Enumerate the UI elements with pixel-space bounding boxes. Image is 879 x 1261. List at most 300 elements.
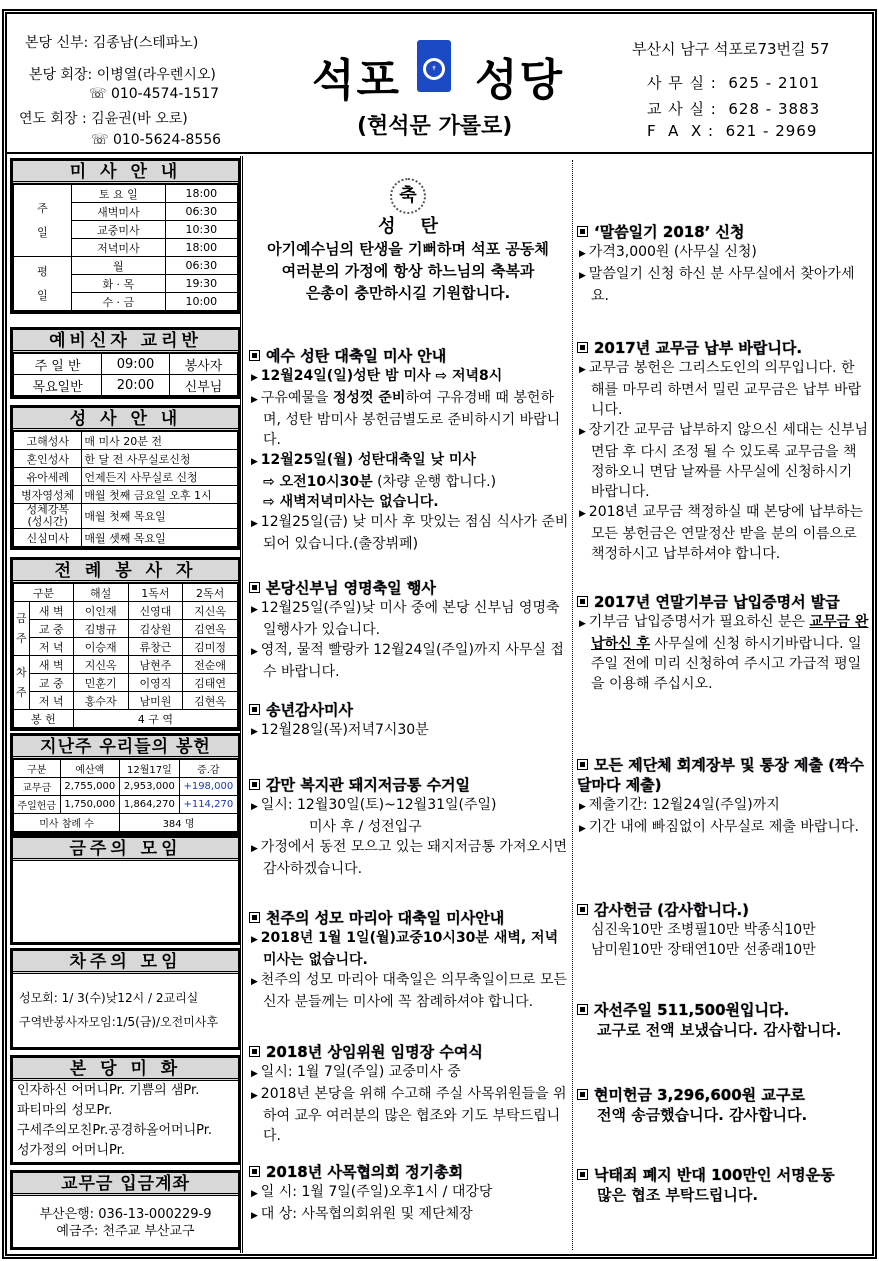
celebration-badge-icon: 축 (390, 178, 426, 214)
notice-text: 영적, 물적 빨랑카 12월24일(주일)까지 사무실 접수 바랍니다. (260, 642, 564, 680)
square-bullet-icon (577, 1089, 588, 1100)
notice-title (577, 900, 869, 920)
square-bullet-icon (249, 704, 260, 715)
sacrament-cell: 신심미사 (14, 529, 82, 547)
notice-text: 교무금 완납하신 후 (591, 614, 869, 652)
mass-name: 화 · 목 (72, 275, 166, 293)
notice-title-text: 2018년 사목협의회 정기총회 (266, 1163, 464, 1181)
mass-name: 수 · 금 (72, 293, 166, 311)
offerings-header (14, 760, 238, 778)
notice-item (249, 817, 569, 837)
notice-right-6 (577, 1085, 869, 1125)
servers-row (14, 674, 238, 692)
next-week-meetings (10, 948, 241, 1050)
servers-cell: 김현옥 (183, 692, 238, 710)
notice-title-text: 송년감사미사 (266, 701, 353, 719)
triangle-bullet-icon: ▶ (251, 1069, 261, 1079)
notice-item (249, 1062, 569, 1084)
square-bullet-icon (249, 1046, 260, 1057)
triangle-bullet-icon: ▶ (251, 935, 261, 945)
greeting-line: 여러분의 가정에 항상 하느님의 축복과 (281, 262, 535, 280)
notice-text: 전액 송금했습니다. 감사합니다. (597, 1106, 808, 1124)
notice-item (577, 612, 869, 694)
notice-text: 일 시: 1월 7일(주일)오후1시 / 대강당 (260, 1184, 493, 1200)
catechumen-row (14, 354, 238, 375)
notice-text: 미사 후 / 성전입구 (309, 819, 422, 835)
mass-name: 저녁미사 (72, 239, 166, 257)
pastor: 본당 신부: 김종남(스테파노) (25, 35, 199, 51)
triangle-bullet-icon: ▶ (579, 249, 589, 259)
catechumen-title: 예비신자 교리반 (13, 330, 238, 353)
offerings-cell: 교무금 (14, 778, 61, 796)
notice-middle-1 (249, 578, 569, 682)
servers-cell: 저 녁 (29, 692, 73, 710)
notice-item (577, 920, 869, 940)
offering-value: 4 구 역 (73, 710, 237, 728)
servers-cell: 지신옥 (73, 656, 128, 674)
servers-cell: 새 벽 (29, 602, 73, 620)
sacrament-row (14, 432, 238, 450)
servers-cell: 교 중 (29, 620, 73, 638)
triangle-bullet-icon: ▶ (251, 727, 261, 737)
president: 본당 회장: 이병열(라우렌시오) (29, 67, 216, 83)
altar-flowers (10, 1055, 241, 1165)
triangle-bullet-icon: ▶ (579, 509, 589, 519)
sacraments-table (13, 431, 238, 547)
notice-title-text: 2018년 상임위원 임명장 수여식 (266, 1043, 483, 1061)
notice-item (577, 1185, 869, 1205)
notice-item (249, 928, 569, 970)
notice-text: ⇨ 오전10시30분 (263, 474, 373, 490)
notice-middle-6 (249, 1162, 569, 1226)
liturgy-servers (10, 557, 241, 731)
notice-item (249, 1204, 569, 1226)
notice-item (577, 242, 869, 264)
notice-right-5 (577, 1000, 869, 1040)
notice-middle-4 (249, 908, 569, 1012)
triangle-bullet-icon: ▶ (251, 457, 261, 467)
notice-item (249, 640, 569, 682)
triangle-bullet-icon: ▶ (251, 647, 261, 657)
catechumen-table (13, 353, 238, 396)
notice-text: 기간 내에 빠짐없이 사무실로 제출 바랍니다. (588, 819, 859, 835)
notice-item (577, 420, 869, 502)
notice-item (249, 720, 569, 742)
notice-title-text: 감사헌금 (감사합니다.) (594, 901, 750, 919)
sacrament-cell: 혼인성사 (14, 450, 82, 468)
notice-title (577, 592, 869, 612)
mass-name: 교중미사 (72, 221, 166, 239)
square-bullet-icon (249, 350, 260, 361)
mass-time: 06:30 (165, 257, 237, 275)
notice-item (249, 450, 569, 472)
account-holder: 예금주: 천주교 부산교구 (56, 1224, 195, 1239)
contact-value: 628 - 3883 (728, 100, 821, 118)
offerings-cell: +198,000 (179, 778, 237, 796)
meeting-item: 성모회: 1/ 3(수)낮12시 / 2교리실 (19, 991, 199, 1005)
notice-right-4 (577, 900, 869, 960)
notice-title-text: 천주의 성모 마리아 대축일 미사안내 (266, 909, 505, 927)
next-week-title: 차주의 모임 (13, 951, 238, 974)
triangle-bullet-icon: ▶ (579, 802, 589, 812)
servers-head-cell: 구분 (14, 584, 74, 602)
square-bullet-icon (249, 912, 260, 923)
servers-cell: 새 벽 (29, 656, 73, 674)
notice-item (249, 837, 569, 879)
christmas-greeting (248, 178, 568, 304)
notice-right-7 (577, 1165, 869, 1205)
notice-text: 제출기간: 12월24일(주일)까지 (588, 797, 780, 813)
catechumen-cell: 20:00 (102, 375, 170, 396)
sacrament-cell: 한 달 전 사무실로신청 (82, 450, 238, 468)
servers-cell: 김상원 (128, 620, 183, 638)
mass-time: 10:00 (165, 293, 237, 311)
servers-row (14, 638, 238, 656)
offerings-row (14, 778, 238, 796)
triangle-bullet-icon: ▶ (251, 977, 261, 987)
sacrament-cell: 유아세례 (14, 468, 82, 486)
contact-office (647, 72, 820, 93)
notice-title-text: 본당신부님 영명축일 행사 (266, 579, 436, 597)
catechumen-class (10, 327, 241, 399)
triangle-bullet-icon: ▶ (251, 605, 261, 615)
sacraments (10, 405, 241, 550)
notice-text: 장기간 교무금 납부하지 않으신 세대는 신부님 면담 후 다시 조정 될 수 있도록 교무금을 책정하오니 면담 날짜를 사무실에 신청하시기 바랍니다. (588, 422, 869, 500)
mass-time: 10:30 (165, 221, 237, 239)
servers-table (13, 583, 238, 728)
notice-text: 정성껏 준비 (332, 390, 406, 406)
flower-item: 구세주의모친Pr.공경하올어머니Pr. (17, 1123, 213, 1138)
contact-label: F A X : (647, 122, 715, 140)
sacrament-row (14, 450, 238, 468)
notice-title (577, 755, 869, 795)
address: 부산시 남구 석포로73번길 57 (632, 40, 830, 58)
notice-text: 일시: 1월 7일(주일) 교중미사 중 (260, 1064, 461, 1080)
notice-text: 12월28일(목)저녁7시30분 (260, 722, 429, 738)
triangle-bullet-icon: ▶ (579, 271, 589, 281)
sacrament-cell: 고해성사 (14, 432, 82, 450)
mass-row (14, 257, 238, 275)
sacrament-row (14, 468, 238, 486)
servers-offering-row (14, 710, 238, 728)
triangle-bullet-icon: ▶ (251, 844, 261, 854)
servers-cell: 신영대 (128, 602, 183, 620)
notice-item (249, 388, 569, 450)
mass-title: 미 사 안 내 (13, 161, 238, 184)
greeting-line: 은총이 충만하시길 기원합니다. (305, 284, 511, 302)
contact-fax (647, 122, 817, 140)
notice-item (249, 366, 569, 388)
servers-cell: 김미정 (183, 638, 238, 656)
bank-account: 부산은행: 036-13-000229-9 (39, 1207, 212, 1222)
notice-item (249, 492, 569, 512)
triangle-bullet-icon: ▶ (579, 619, 589, 629)
catechumen-cell: 09:00 (102, 354, 170, 375)
flower-item: 파티마의 성모Pr. (17, 1103, 113, 1118)
flower-item: 성가정의 어머니Pr. (17, 1143, 125, 1158)
notice-item (577, 817, 869, 839)
mass-name: 월 (72, 257, 166, 275)
sacrament-cell: 매 미사 20분 전 (82, 432, 238, 450)
servers-head-cell: 2독서 (183, 584, 238, 602)
mass-time: 19:30 (165, 275, 237, 293)
notice-text: 12월25일(월) 성탄대축일 낮 미사 (260, 452, 476, 468)
triangle-bullet-icon: ▶ (251, 1091, 261, 1101)
notice-item (249, 472, 569, 492)
youth-phone: ☏ 010-5624-8556 (91, 132, 222, 148)
notice-title (249, 346, 569, 366)
meeting-item: 구역반봉사자모임:1/5(금)/오전미사후 (19, 1015, 219, 1029)
notice-text: 12월25일(금) 낮 미사 후 맛있는 점심 식사가 준비되어 있습니다.(출장뷔페) (260, 514, 569, 552)
notice-title (249, 1042, 569, 1062)
sacrament-cell: 매월 첫째 금요일 오후 1시 (82, 486, 238, 504)
servers-week-label: 차주 (14, 656, 30, 710)
notice-right-0 (577, 222, 869, 306)
servers-cell: 홍수자 (73, 692, 128, 710)
contact-label: 사 무 실 : (647, 74, 717, 92)
servers-cell: 이인재 (73, 602, 128, 620)
notice-text: 일시: 12월30일(토)~12월31일(주일) (260, 797, 497, 813)
servers-cell: 김연옥 (183, 620, 238, 638)
servers-row (14, 656, 238, 674)
notice-middle-3 (249, 775, 569, 879)
servers-week-label: 금주 (14, 602, 30, 656)
sacrament-row (14, 504, 238, 529)
notice-text: 구유예물을 (260, 390, 333, 406)
square-bullet-icon (577, 1004, 588, 1015)
square-bullet-icon (249, 779, 260, 790)
contact-teachers (647, 98, 820, 119)
notice-text: 가정에서 동전 모으고 있는 돼지저금통 가져오시면 감사하겠습니다. (260, 839, 568, 877)
offerings-head-cell: 예산액 (60, 760, 120, 778)
notice-text: 교무금 봉헌은 그리스도인의 의무입니다. 한 해를 마무리 하면서 밀린 교무금은 납부 바랍니다. (588, 360, 862, 418)
square-bullet-icon (577, 342, 588, 353)
notice-title-text: 2017년 교무금 납부 바랍니다. (594, 339, 803, 357)
notice-right-2 (577, 592, 869, 694)
notice-text: 사무실에 신청 하시기바랍니다. 일주일 전에 미리 신청하여 주시고 가급적 평일을 이용해 주십시오. (591, 636, 862, 692)
catechumen-cell: 주 일 반 (14, 354, 102, 375)
mass-row (14, 185, 238, 203)
notice-text: 대 상: 사목협의회위원 및 제단체장 (260, 1206, 473, 1222)
notice-middle-0 (249, 346, 569, 554)
account-title: 교무금 입금계좌 (13, 1173, 238, 1196)
notice-title-text: 모든 제단체 회계장부 및 통장 제출 (짝수달마다 제출) (577, 756, 865, 794)
notice-title (249, 1162, 569, 1182)
servers-cell: 남현주 (128, 656, 183, 674)
notice-title (577, 1165, 869, 1185)
servers-cell: 류창근 (128, 638, 183, 656)
servers-cell: 이영직 (128, 674, 183, 692)
youth-president: 연도 회장 : 김윤권(바 오로) (19, 111, 188, 127)
notice-item (249, 1182, 569, 1204)
mass-group-label: 평 일 (14, 257, 72, 311)
notice-item (577, 502, 869, 564)
notice-title (577, 222, 869, 242)
notice-right-3 (577, 755, 869, 839)
attendance-row (14, 814, 238, 832)
contact-value: 621 - 2969 (725, 122, 818, 140)
catechumen-row (14, 375, 238, 396)
servers-title: 전 례 봉 사 자 (13, 560, 238, 583)
mass-group-label: 주 일 (14, 185, 72, 257)
servers-cell: 김병규 (73, 620, 128, 638)
sacrament-row (14, 486, 238, 504)
attendance-value: 384 명 (120, 814, 238, 832)
mass-time: 06:30 (165, 203, 237, 221)
next-week-list (13, 974, 238, 1042)
offerings-cell: 주일헌금 (14, 796, 61, 814)
notice-text: (차량 운행 합니다.) (372, 474, 497, 490)
church-name-left: 석포 (312, 55, 402, 106)
notice-text: 교구로 전액 보냈습니다. 감사합니다. (597, 1021, 842, 1039)
this-week-title: 금주의 모임 (13, 838, 238, 861)
notice-item (249, 512, 569, 554)
sacrament-row (14, 529, 238, 547)
notice-text: 2018년 교무금 책정하실 때 본당에 납부하는 모든 봉헌금은 연말정산 받을 분의 이름으로 책정하시고 납부하셔야 합니다. (588, 504, 864, 562)
header (7, 14, 872, 154)
notice-item (249, 1084, 569, 1146)
contact-label: 교 사 실 : (647, 100, 717, 118)
greeting-title: 성 탄 (378, 216, 438, 237)
notice-item (577, 1105, 869, 1125)
notice-text: 12월24일(일)성탄 밤 미사 ⇨ 저녁8시 (260, 368, 503, 384)
sacraments-title: 성 사 안 내 (13, 408, 238, 431)
triangle-bullet-icon: ▶ (251, 802, 261, 812)
notice-title-text: 자선주일 511,500원입니다. (594, 1001, 790, 1019)
offerings-head-cell: 구분 (14, 760, 61, 778)
notice-item (249, 795, 569, 817)
triangle-bullet-icon: ▶ (579, 365, 589, 375)
flowers-list (13, 1081, 238, 1161)
attendance-label: 미사 참례 수 (14, 814, 120, 832)
notice-text: 기부금 납입증명서가 필요하신 분은 (588, 614, 810, 630)
notice-text: 심진욱10만 조병필10만 박종식10만 (591, 922, 816, 938)
notice-middle-5 (249, 1042, 569, 1146)
sacrament-cell: 매월 셋째 목요일 (82, 529, 238, 547)
catechumen-cell: 봉사자 (169, 354, 237, 375)
servers-cell: 지신옥 (183, 602, 238, 620)
greeting-line: 아기예수님의 탄생을 기뻐하며 석포 공동체 (267, 240, 549, 258)
offerings-row (14, 796, 238, 814)
sacrament-cell: 언제든지 사무실로 신청 (82, 468, 238, 486)
notice-text: 가격3,000원 (사무실 신청) (588, 244, 757, 260)
notice-text: 천주의 성모 마리아 대축일은 의무축일이므로 모든 신자 분들께는 미사에 꼭 참례하셔야 합니다. (260, 972, 568, 1010)
offerings-cell: 1,750,000 (60, 796, 120, 814)
servers-cell: 김태연 (183, 674, 238, 692)
notice-text: 하여 구유경배 때 봉헌하며, 성탄 밤미사 봉헌금별도로 준비하시기 바랍니다. (263, 390, 561, 448)
square-bullet-icon (249, 1166, 260, 1177)
church-subtitle: (현석문 가롤로) (357, 114, 513, 139)
notice-item (577, 940, 869, 960)
offerings-title: 지난주 우리들의 봉헌 (13, 736, 238, 759)
account-info (10, 1170, 241, 1250)
notice-middle-2 (249, 700, 569, 742)
sacrament-cell: 병자영성체 (14, 486, 82, 504)
notice-text: ⇨ 새벽저녁미사는 없습니다. (263, 494, 439, 510)
president-phone: ☏ 010-4574-1517 (89, 86, 220, 102)
left-column (7, 156, 243, 1253)
square-bullet-icon (577, 1169, 588, 1180)
offerings-head-cell: 증.감 (179, 760, 237, 778)
offerings-table (13, 759, 238, 832)
notice-text: 많은 협조 부탁드립니다. (597, 1186, 759, 1204)
servers-cell: 전순애 (183, 656, 238, 674)
notice-title (249, 700, 569, 720)
sacrament-cell: 매월 첫째 목요일 (82, 504, 238, 529)
servers-cell: 저 녁 (29, 638, 73, 656)
servers-cell: 이승재 (73, 638, 128, 656)
column-divider (572, 160, 573, 1250)
square-bullet-icon (577, 596, 588, 607)
flower-item: 인자하신 어머니Pr. 기쁨의 샘Pr. (17, 1083, 200, 1098)
servers-head-cell: 1독서 (128, 584, 183, 602)
servers-row (14, 620, 238, 638)
notice-title (249, 908, 569, 928)
offerings-cell: 1,864,270 (120, 796, 180, 814)
square-bullet-icon (577, 904, 588, 915)
triangle-bullet-icon: ▶ (579, 824, 589, 834)
notice-text: 남미원10만 장태연10만 선종래10만 (591, 942, 816, 958)
notice-item (577, 264, 869, 306)
mass-schedule (10, 158, 241, 314)
notice-title-text: 2017년 연말기부금 납입증명서 발급 (594, 593, 840, 611)
account-details (13, 1196, 238, 1248)
servers-cell: 남미원 (128, 692, 183, 710)
notice-title-text: 낙태죄 폐지 반대 100만인 서명운동 (594, 1166, 835, 1184)
notice-title (249, 578, 569, 598)
offerings-cell: +114,270 (179, 796, 237, 814)
offerings-cell: 2,953,000 (120, 778, 180, 796)
servers-header (14, 584, 238, 602)
servers-head-cell: 해설 (73, 584, 128, 602)
triangle-bullet-icon: ▶ (251, 1211, 261, 1221)
notice-text: 말씀일기 신청 하신 분 사무실에서 찾아가세요. (588, 266, 855, 304)
notice-title (577, 1000, 869, 1020)
notice-item (249, 970, 569, 1012)
notice-title (577, 1085, 869, 1105)
notice-text: 12월25일(주일)낮 미사 중에 본당 신부님 영명축일행사가 있습니다. (260, 600, 560, 638)
mass-table (13, 184, 238, 311)
notice-text: 2018년 본당을 위해 수고해 주실 사목위원들을 위하여 교우 여러분의 많은 협조와 기도 부탁드립니다. (260, 1086, 567, 1144)
square-bullet-icon (577, 759, 588, 770)
last-week-offerings (10, 733, 241, 835)
notice-title (249, 775, 569, 795)
notice-title (577, 338, 869, 358)
church-logo: ✝ (417, 40, 451, 92)
servers-row (14, 602, 238, 620)
offerings-cell: 2,755,000 (60, 778, 120, 796)
notice-title-text: 예수 성탄 대축일 미사 안내 (266, 347, 447, 365)
contact-value: 625 - 2101 (728, 74, 821, 92)
mass-name: 토 요 일 (72, 185, 166, 203)
triangle-bullet-icon: ▶ (579, 427, 589, 437)
flowers-title: 본 당 미 화 (13, 1058, 238, 1081)
notice-title-text: 감만 복지관 돼지저금통 수거일 (266, 776, 471, 794)
catechumen-cell: 목요일반 (14, 375, 102, 396)
triangle-bullet-icon: ▶ (251, 395, 261, 405)
notice-right-1 (577, 338, 869, 564)
triangle-bullet-icon: ▶ (251, 519, 261, 529)
notice-item (577, 795, 869, 817)
notice-title-text: ‘말씀일기 2018’ 신청 (594, 223, 745, 241)
notice-item (577, 1020, 869, 1040)
servers-cell: 민훈기 (73, 674, 128, 692)
catechumen-cell: 신부님 (169, 375, 237, 396)
servers-row (14, 692, 238, 710)
offering-label: 봉 헌 (14, 710, 74, 728)
triangle-bullet-icon: ▶ (251, 1189, 261, 1199)
servers-cell: 교 중 (29, 674, 73, 692)
